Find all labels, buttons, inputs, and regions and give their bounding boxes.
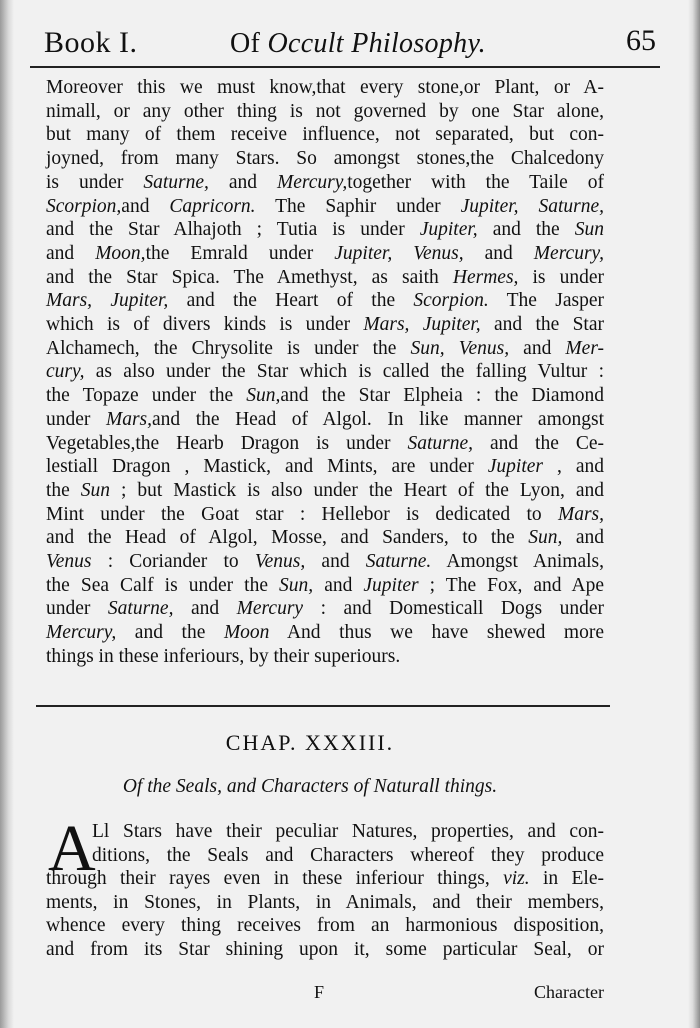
italic-run: Scorpion. — [413, 290, 489, 312]
body-line-24 — [46, 621, 604, 645]
text-run: and the Head of Algol. In like manner amongst — [152, 408, 604, 430]
italic-run: Venus, — [254, 551, 306, 573]
italic-run: Venus — [46, 551, 92, 573]
text-run: the — [46, 479, 81, 501]
text-run: Ll Stars have their peculiar Natures, properties, and con- — [92, 821, 604, 842]
text-run: and the Heart of the — [168, 290, 414, 312]
italic-run: Moon, — [95, 242, 146, 264]
text-run: which is of divers kinds is under — [46, 314, 364, 336]
chapter-line-4 — [46, 891, 604, 915]
text-run: joyned, from many Stars. So amongst stones,the Chalcedony — [46, 148, 604, 170]
text-run: and the — [116, 622, 224, 644]
text-run: and the Ce- — [473, 432, 604, 454]
italic-run: Sun — [80, 479, 111, 501]
text-run: under — [46, 408, 106, 430]
text-run: and the Star Alhajoth ; Tutia is under — [46, 219, 420, 241]
italic-run: Mer- — [565, 337, 605, 359]
text-run: Amongst Animals, — [431, 551, 605, 573]
text-run: and the Star — [480, 314, 604, 336]
text-run: and the Star Elpheia : the Diamond — [280, 385, 604, 407]
page-edge-right — [688, 0, 700, 1028]
running-title — [230, 28, 486, 60]
italic-run: Mercury, — [46, 622, 117, 644]
body-line-7 — [46, 218, 604, 242]
body-line-12 — [46, 337, 604, 361]
text-run: The Saphir under — [255, 195, 461, 217]
chapter-line-5 — [46, 914, 604, 938]
chapter-subtitle: Of the Seals, and Characters of Naturall things. — [122, 776, 498, 797]
body-line-2 — [46, 100, 604, 124]
italic-run: viz. — [503, 868, 530, 889]
body-line-25 — [46, 645, 604, 669]
body-line-4 — [46, 147, 604, 171]
body-line-19 — [46, 503, 604, 527]
italic-run: Mars, Jupiter, — [46, 290, 169, 312]
italic-run: Saturne. — [365, 551, 432, 573]
text-run: is under — [46, 171, 144, 193]
text-run: and — [121, 195, 170, 217]
body-line-15 — [46, 408, 604, 432]
italic-run: Mars, — [557, 503, 604, 525]
italic-run: Jupiter, Venus, — [334, 242, 464, 264]
italic-run: Capricorn. — [169, 195, 256, 217]
text-run: and — [173, 598, 237, 620]
text-run: whence every thing receives from an harmonious disposition, — [46, 915, 604, 936]
text-run: Vegetables,the Hearb Dragon is under — [46, 432, 408, 454]
text-run: and — [313, 574, 364, 596]
text-run: as also under the Star which is called the falling Vultur : — [84, 361, 604, 383]
body-line-21 — [46, 550, 604, 574]
body-line-23 — [46, 597, 604, 621]
chapter-line-6 — [46, 938, 604, 962]
italic-run: Mars, — [105, 408, 152, 430]
chapter-line-1 — [46, 820, 604, 844]
italic-run: Mercury, — [276, 171, 348, 193]
text-run: through their rayes even in these inferiour things, — [46, 868, 504, 889]
body-line-1 — [46, 76, 604, 100]
body-line-18 — [46, 479, 604, 503]
text-run: but many of them receive influence, not separated, but con- — [46, 124, 604, 146]
italic-run: Mercury — [236, 598, 304, 620]
chapter-line-3 — [46, 867, 604, 891]
body-line-16 — [46, 432, 604, 456]
text-run: and — [208, 171, 277, 193]
text-run: lestiall Dragon , Mastick, and Mints, are under — [46, 456, 488, 478]
main-paragraph — [46, 76, 604, 669]
catchword: Character — [534, 982, 604, 1002]
text-run: And thus we have shewed more — [269, 622, 605, 644]
italic-run: Saturne, — [407, 432, 473, 454]
text-run: and — [463, 242, 534, 264]
section-rule — [36, 705, 610, 707]
text-run: things in these inferiours, by their superiours. — [46, 645, 401, 667]
body-line-5 — [46, 171, 604, 195]
text-run: Alchamech, the Chrysolite is under the — [46, 337, 411, 359]
text-run: under — [46, 598, 108, 620]
text-run: and — [305, 551, 366, 573]
body-line-20 — [46, 526, 604, 550]
text-run: Moreover this we must know,that every stone,or Plant, or A- — [46, 77, 604, 98]
page-edge-left — [0, 0, 14, 1028]
body-line-8 — [46, 242, 604, 266]
text-run: nimall, or any other thing is not governed by one Star alone, — [46, 100, 604, 122]
italic-run: Scorpion, — [46, 195, 122, 217]
italic-run: Moon — [223, 622, 270, 644]
text-run: and the Head of Algol, Mosse, and Sanders, to the — [46, 527, 529, 549]
signature-mark: F — [314, 982, 325, 1002]
running-header — [30, 18, 660, 68]
italic-run: Sun, Venus, — [410, 337, 510, 359]
body-line-3 — [46, 123, 604, 147]
running-title-prefix: Of — [230, 28, 268, 59]
text-run: ments, in Stones, in Plants, in Animals, and their members, — [46, 891, 604, 913]
body-line-22 — [46, 574, 604, 598]
italic-run: Sun — [574, 219, 604, 241]
text-run: ; The Fox, and Ape — [418, 574, 605, 596]
text-run: : Coriander to — [91, 551, 255, 573]
italic-run: Jupiter — [363, 574, 419, 596]
body-line-10 — [46, 289, 604, 313]
text-run: ditions, the Seals and Characters whereof they produce — [92, 844, 604, 866]
body-line-14 — [46, 384, 604, 408]
text-run: ; but Mastick is also under the Heart of the Lyon, and — [110, 479, 604, 501]
italic-run: Mars, Jupiter, — [363, 314, 481, 336]
text-run: the Sea Calf is under the — [46, 574, 280, 596]
chapter-heading: CHAP. XXXIII. — [225, 730, 395, 755]
text-run: and — [509, 337, 566, 359]
italic-run: Saturne, — [143, 171, 209, 193]
text-run: and — [46, 242, 96, 264]
italic-run: Mercury, — [533, 242, 605, 264]
body-line-17 — [46, 455, 604, 479]
text-run: together with the Taile of — [347, 171, 605, 193]
text-run: in Ele- — [529, 868, 604, 889]
text-run: the Emrald under — [145, 242, 335, 264]
text-run: Mint under the Goat star : Hellebor is dedicated to — [46, 503, 558, 525]
text-run: is under — [518, 266, 604, 288]
body-line-13 — [46, 360, 604, 384]
italic-run: Jupiter, Saturne, — [460, 195, 605, 217]
italic-run: Saturne, — [107, 598, 174, 620]
italic-run: Hermes, — [452, 266, 519, 288]
text-run: , and — [542, 456, 605, 478]
italic-run: Sun, — [246, 385, 281, 407]
italic-run: Jupiter, — [419, 219, 478, 241]
italic-run: cury, — [46, 361, 85, 383]
book-label: Book I. — [44, 26, 138, 59]
running-title-italic: Occult Philosophy. — [267, 28, 486, 59]
italic-run: Jupiter — [487, 456, 543, 478]
text-run: and the Star Spica. The Amethyst, as saith — [46, 266, 453, 288]
italic-run: Sun, — [528, 527, 563, 549]
text-run: and from its Star shining upon it, some particular Seal, or — [46, 938, 604, 960]
page-number: 65 — [626, 24, 656, 57]
body-line-6 — [46, 195, 604, 219]
text-run: and the — [477, 219, 575, 241]
italic-run: Sun, — [279, 574, 314, 596]
chapter-paragraph — [46, 812, 604, 961]
text-run: : and Domesticall Dogs under — [303, 598, 605, 620]
chapter-line-2 — [46, 844, 604, 868]
text-run: and — [562, 527, 605, 549]
body-line-9 — [46, 266, 604, 290]
drop-cap: A — [48, 812, 96, 885]
text-run: The Jasper — [488, 290, 604, 312]
text-run: the Topaze under the — [46, 385, 247, 407]
body-line-11 — [46, 313, 604, 337]
